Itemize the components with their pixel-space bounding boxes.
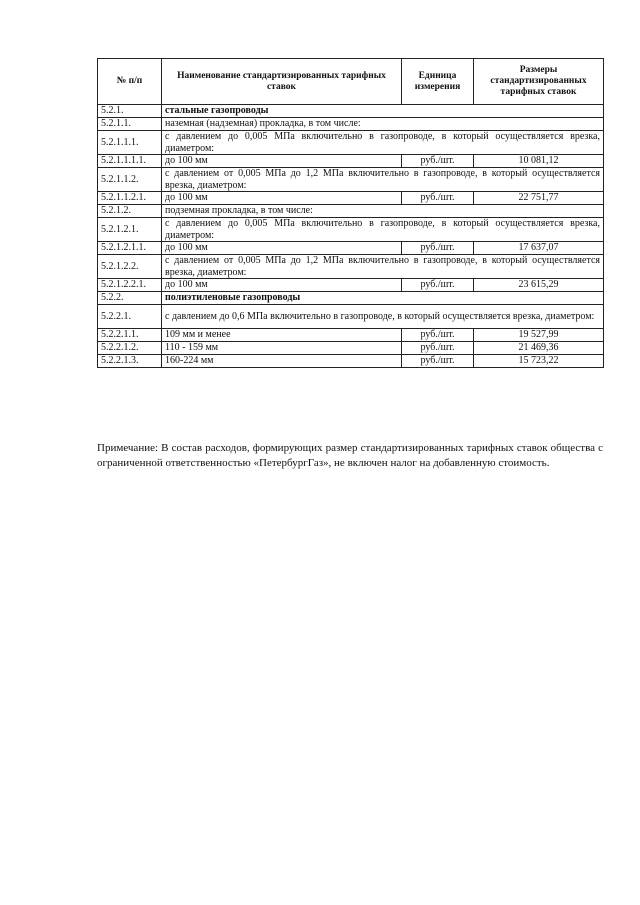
row-name: наземная (надземная) прокладка, в том числе: bbox=[162, 118, 604, 131]
row-unit: руб./шт. bbox=[402, 242, 474, 255]
row-value: 17 637,07 bbox=[474, 242, 604, 255]
row-value: 23 615,29 bbox=[474, 279, 604, 292]
header-unit: Единица измерения bbox=[402, 59, 474, 105]
table-row bbox=[98, 105, 604, 118]
row-name: с давлением от 0,005 МПа до 1,2 МПа включительно в газопроводе, в который осуществляется врезка, диаметром: bbox=[162, 168, 604, 192]
row-name: с давлением от 0,005 МПа до 1,2 МПа включительно в газопроводе, в который осуществляется врезка, диаметром: bbox=[162, 255, 604, 279]
row-number: 5.2.1.1.2.1. bbox=[98, 192, 162, 205]
table-row bbox=[98, 305, 604, 329]
row-number: 5.2.1.2.1.1. bbox=[98, 242, 162, 255]
table-row bbox=[98, 292, 604, 305]
row-name: 160-224 мм bbox=[162, 355, 402, 368]
table-row bbox=[98, 329, 604, 342]
row-number: 5.2.2.1.1. bbox=[98, 329, 162, 342]
row-name: с давлением до 0,005 МПа включительно в газопроводе, в который осуществляется врезка, диаметром: bbox=[162, 218, 604, 242]
table-row bbox=[98, 192, 604, 205]
row-name: полиэтиленовые газопроводы bbox=[162, 292, 604, 305]
row-unit: руб./шт. bbox=[402, 155, 474, 168]
row-number: 5.2.2. bbox=[98, 292, 162, 305]
row-name: до 100 мм bbox=[162, 242, 402, 255]
header-num: № п/п bbox=[98, 59, 162, 105]
row-value: 19 527,99 bbox=[474, 329, 604, 342]
table-row bbox=[98, 168, 604, 192]
row-value: 21 469,36 bbox=[474, 342, 604, 355]
row-unit: руб./шт. bbox=[402, 342, 474, 355]
row-name: 109 мм и менее bbox=[162, 329, 402, 342]
table-row bbox=[98, 131, 604, 155]
row-name: до 100 мм bbox=[162, 155, 402, 168]
footnote: Примечание: В состав расходов, формирующих размер стандартизированных тарифных ставок общества с ограниченной ответственностью «ПетербургГаз», не включен налог на добавленную стоимость. bbox=[97, 442, 603, 469]
row-number: 5.2.1.1. bbox=[98, 118, 162, 131]
row-unit: руб./шт. bbox=[402, 279, 474, 292]
row-number: 5.2.2.1. bbox=[98, 305, 162, 329]
row-unit: руб./шт. bbox=[402, 329, 474, 342]
table-row bbox=[98, 155, 604, 168]
row-number: 5.2.1.2.1. bbox=[98, 218, 162, 242]
row-number: 5.2.1. bbox=[98, 105, 162, 118]
row-unit: руб./шт. bbox=[402, 355, 474, 368]
table-body bbox=[98, 105, 604, 368]
tariff-table bbox=[97, 58, 604, 368]
header-name: Наименование стандартизированных тарифных ставок bbox=[162, 59, 402, 105]
row-number: 5.2.1.2.2.1. bbox=[98, 279, 162, 292]
row-name: подземная прокладка, в том числе: bbox=[162, 205, 604, 218]
row-name: с давлением до 0,6 МПа включительно в газопроводе, в который осуществляется врезка, диаметром: bbox=[162, 305, 604, 329]
row-name: до 100 мм bbox=[162, 279, 402, 292]
table-row bbox=[98, 205, 604, 218]
table-row bbox=[98, 355, 604, 368]
row-number: 5.2.1.1.1. bbox=[98, 131, 162, 155]
row-number: 5.2.2.1.2. bbox=[98, 342, 162, 355]
row-number: 5.2.1.2. bbox=[98, 205, 162, 218]
table-row bbox=[98, 342, 604, 355]
table-row bbox=[98, 255, 604, 279]
row-value: 15 723,22 bbox=[474, 355, 604, 368]
row-name: до 100 мм bbox=[162, 192, 402, 205]
row-value: 10 081,12 bbox=[474, 155, 604, 168]
row-number: 5.2.2.1.3. bbox=[98, 355, 162, 368]
row-name: 110 - 159 мм bbox=[162, 342, 402, 355]
row-number: 5.2.1.1.2. bbox=[98, 168, 162, 192]
table-row bbox=[98, 218, 604, 242]
row-number: 5.2.1.2.2. bbox=[98, 255, 162, 279]
table-row bbox=[98, 118, 604, 131]
table-header-row bbox=[98, 59, 604, 105]
header-size: Размеры стандартизированных тарифных ставок bbox=[474, 59, 604, 105]
row-number: 5.2.1.1.1.1. bbox=[98, 155, 162, 168]
table-row bbox=[98, 279, 604, 292]
table-row bbox=[98, 242, 604, 255]
row-unit: руб./шт. bbox=[402, 192, 474, 205]
row-name: стальные газопроводы bbox=[162, 105, 604, 118]
row-value: 22 751,77 bbox=[474, 192, 604, 205]
row-name: с давлением до 0,005 МПа включительно в газопроводе, в который осуществляется врезка, диаметром: bbox=[162, 131, 604, 155]
